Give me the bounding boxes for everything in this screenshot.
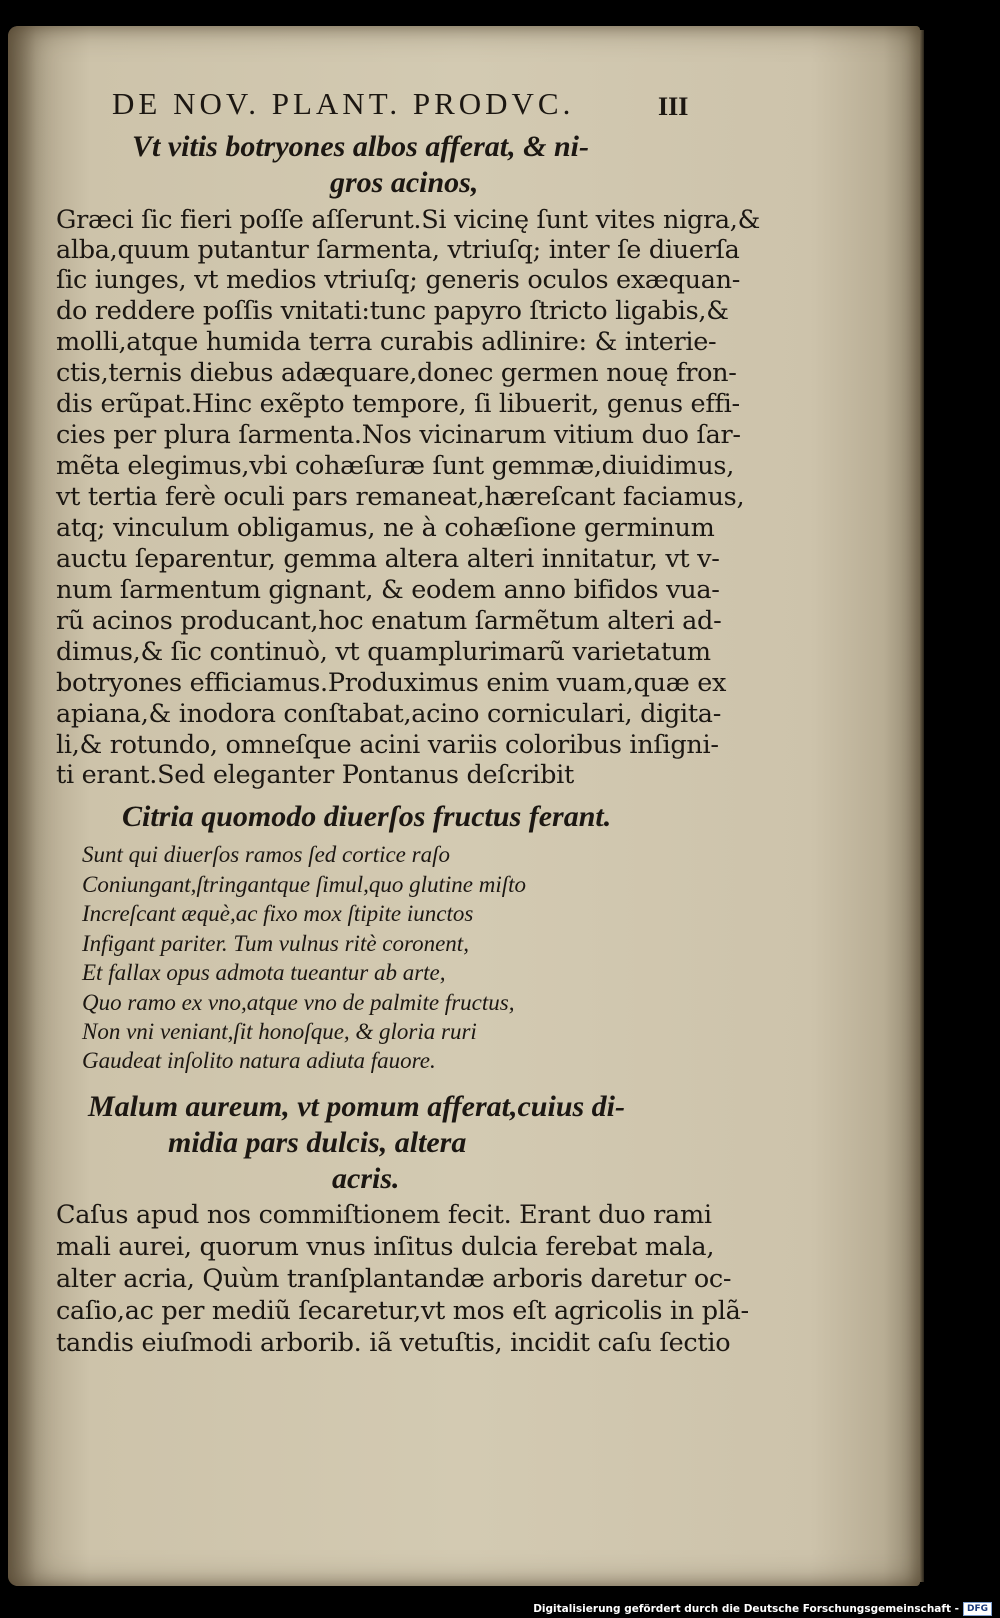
digitization-footer [533,1602,992,1616]
verse-line: Coniungant,ſtringantque ſimul,quo glutine miſto [82,872,527,897]
verse-line: Quo ramo ex vno,atque vno de palmite fructus, [82,990,515,1015]
footer-text: Digitalisierung gefördert durch die Deutsche Forschungsgemeinschaft - [533,1603,959,1615]
text-line: botryones efficiamus.Produximus enim vuam,quæ ex [56,668,727,698]
text-line: dis erũpat.Hinc exẽpto tempore, ſi libuerit, genus effi- [56,389,740,419]
text-line: ſic iunges, vt medios vtriuſq; generis oculos exæquan- [56,265,741,295]
text-line: mali aurei, quorum vnus inſitus dulcia ferebat mala, [56,1232,715,1262]
text-line: alter acria, Quùm tranſplantandæ arboris daretur oc- [56,1264,732,1294]
verse-line: Et fallax opus admota tueantur ab arte, [82,960,446,985]
text-line: rũ acinos producant,hoc enatum ſarmẽtum alteri ad- [56,606,722,636]
section-heading-vitis-line-1: Vt vitis botryones albos afferat, & ni- [132,130,589,163]
folio-number: III [658,92,689,121]
text-line: li,& rotundo, omneſque acini variis coloribus inſigni- [56,730,719,760]
text-line: tandis eiuſmodi arborib. iã vetuſtis, incidit caſu ſectio [56,1328,731,1358]
section-heading-malum-line-2: midia pars dulcis, altera [168,1126,467,1159]
text-line: molli,atque humida terra curabis adlinire: & interie- [56,327,717,357]
text-line: cies per plura ſarmenta.Nos vicinarum vitium duo ſar- [56,420,741,450]
text-line: Caſus apud nos commiſtionem fecit. Erant duo rami [56,1200,712,1230]
verse-line: Increſcant æquè,ac fixo mox ſtipite iunctos [82,901,474,926]
text-line: alba,quum putantur ſarmenta, vtriuſq; inter ſe diuerſa [56,235,740,265]
verse-line: Non vni veniant,ſit honoſque, & gloria ruri [82,1019,477,1044]
text-line: caſio,ac per mediũ ſecaretur,vt mos eſt agricolis in plã- [56,1296,749,1326]
verse-line: Infigant pariter. Tum vulnus ritè coronent, [82,931,469,956]
page-edge [920,30,924,1582]
section-heading-malum-line-1: Malum aureum, vt pomum afferat,cuius di- [88,1090,626,1123]
text-line: ctis,ternis diebus adæquare,donec germen nouę fron- [56,358,737,388]
section-heading-malum-line-3: acris. [332,1162,400,1195]
text-line: mẽta elegimus,vbi cohæſuræ ſunt gemmæ,diuidimus, [56,451,734,481]
verse-line: Sunt qui diuerſos ramos ſed cortice raſo [82,842,450,867]
text-line: Græci ſic fieri poſſe aſſerunt.Si vicinę ſunt vites nigra,& [56,205,760,235]
text-line: ti erant.Sed eleganter Pontanus deſcribit [56,760,574,790]
text-line: dimus,& ſic continuò, vt quamplurimarũ varietatum [56,637,711,667]
text-line: auctu ſeparentur, gemma altera alteri innitatur, vt v- [56,544,720,574]
text-line: vt tertia ferè oculi pars remaneat,hæreſcant faciamus, [56,482,745,512]
section-heading-vitis-line-2: gros acinos, [330,166,479,199]
text-line: apiana,& inodora conſtabat,acino corniculari, digita- [56,699,722,729]
verse-line: Gaudeat inſolito natura adiuta fauore. [82,1048,436,1073]
text-line: do reddere poſſis vnitati:tunc papyro ſtricto ligabis,& [56,296,729,326]
dfg-logo: DFG [963,1602,992,1616]
running-head: DE NOV. PLANT. PRODVC. [112,86,575,121]
text-line: atq; vinculum obligamus, ne à cohæſione germinum [56,513,715,543]
text-line: num ſarmentum gignant, & eodem anno bifidos vua- [56,575,720,605]
section-heading-citria: Citria quomodo diuerſos fructus ferant. [122,800,612,833]
